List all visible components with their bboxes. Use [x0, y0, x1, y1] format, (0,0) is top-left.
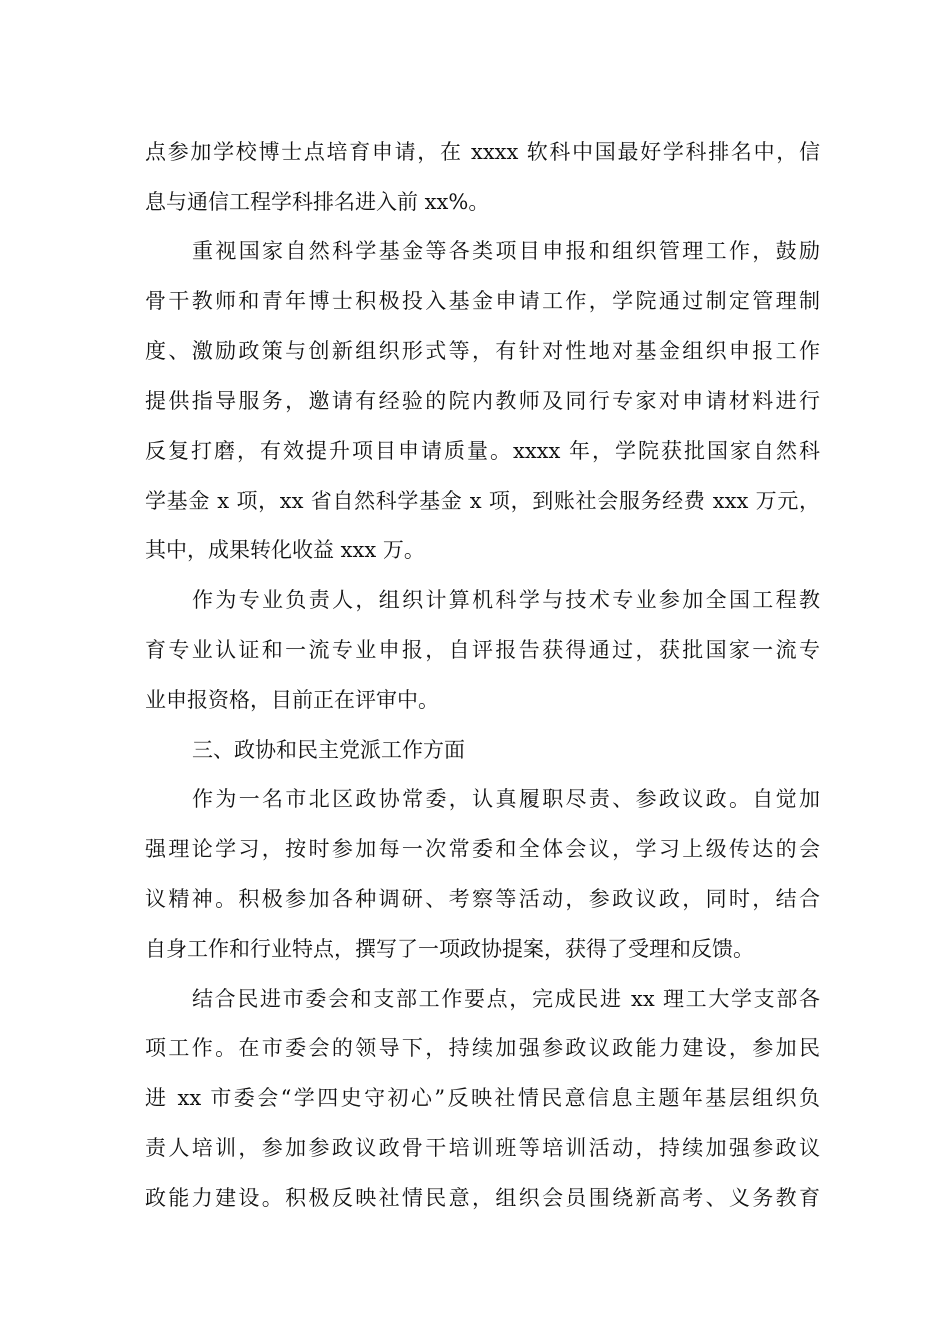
text-line: 重视国家自然科学基金等各类项目申报和组织管理工作，鼓励: [192, 239, 820, 263]
text-line: 项工作。在市委会的领导下，持续加强参政议政能力建设，参加民: [145, 1036, 820, 1060]
text-line: 学基金 x 项，xx 省自然科学基金 x 项，到账社会服务经费 xxx 万元，: [145, 489, 820, 513]
text-line: 自身工作和行业特点，撰写了一项政协提案，获得了受理和反馈。: [145, 937, 754, 961]
text-line: 骨干教师和青年博士积极投入基金申请工作，学院通过制定管理制: [145, 289, 820, 313]
text-line: 议精神。积极参加各种调研、考察等活动，参政议政，同时，结合: [145, 887, 820, 911]
text-line: 点参加学校博士点培育申请，在 xxxx 软科中国最好学科排名中，信: [145, 140, 820, 164]
text-line: 育专业认证和一流专业申报，自评报告获得通过，获批国家一流专: [145, 638, 820, 662]
text-line: 政能力建设。积极反映社情民意，组织会员围绕新高考、义务教育: [145, 1186, 820, 1210]
text-line: 强理论学习，按时参加每一次常委和全体会议，学习上级传达的会: [145, 837, 820, 861]
text-line: 业申报资格，目前正在评审中。: [145, 688, 439, 712]
text-line: 结合民进市委会和支部工作要点，完成民进 xx 理工大学支部各: [192, 987, 820, 1011]
section-heading: 三、政协和民主党派工作方面: [192, 738, 465, 762]
text-line: 其中，成果转化收益 xxx 万。: [145, 538, 425, 562]
text-line: 提供指导服务，邀请有经验的院内教师及同行专家对申请材料进行: [145, 389, 820, 413]
text-line: 进 xx 市委会“学四史守初心”反映社情民意信息主题年基层组织负: [145, 1086, 820, 1110]
text-line: 责人培训，参加参政议政骨干培训班等培训活动，持续加强参政议: [145, 1136, 820, 1160]
text-line: 息与通信工程学科排名进入前 xx%。: [145, 190, 490, 214]
text-line: 度、激励政策与创新组织形式等，有针对性地对基金组织申报工作: [145, 339, 820, 363]
text-line: 作为专业负责人，组织计算机科学与技术专业参加全国工程教: [192, 588, 820, 612]
text-line: 反复打磨，有效提升项目申请质量。xxxx 年，学院获批国家自然科: [145, 439, 820, 463]
text-line: 作为一名市北区政协常委，认真履职尽责、参政议政。自觉加: [192, 787, 820, 811]
